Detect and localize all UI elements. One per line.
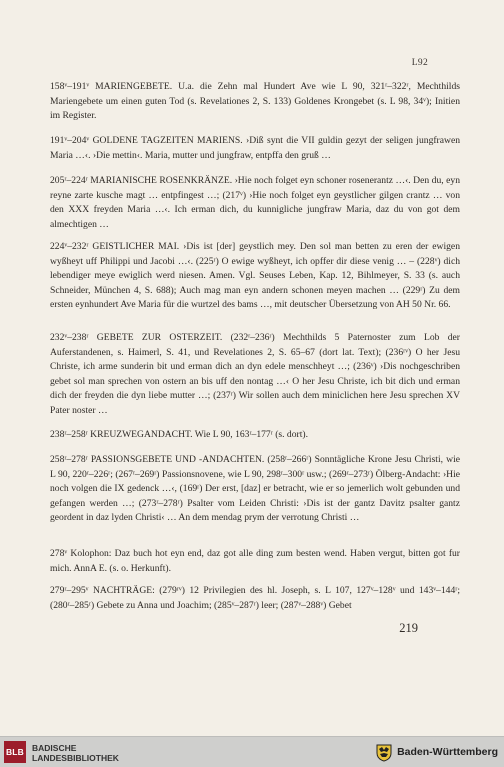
entry-mariengebete: 158ᵛ–191ᵛ MARIENGEBETE. U.a. die Zehn mal Hundert Ave wie L 90, 321ʳ–322ʳ, Mechthilds Mariengebete um einen guten Tod (s. Revelationes 2, S. 133) Goldenes Krongebet (s. L 98, 34ᵛ); Initien im Register.: [50, 81, 460, 122]
entry-osterzeit: 232ᵛ–238ʳ GEBETE ZUR OSTERZEIT. (232ʳ–236ʳ) Mechthilds 5 Paternoster zum Lob der Auferstandenen, s. Haimerl, S. 41, und Revelationes 2, S. 65–67 (dort lat. Text); (236ʳᵛ) O her Jesu Christe, ich arme sunderin bit und erman dich an dyn edele menschheyt …; (236ᵛ) ›Dis nochgeschriben gebet sol man sprechen von ostern an bis uff den nontag …‹ O her Jesu Christe, ich bit dich und erman dich der freyden die dyn liebe mutter …; (237ʳ) Wir sollen auch dem miniclichen here Jesu sprechen XV Pater noster …: [50, 332, 460, 416]
entry-nachtraege: 279ʳ–295ᵛ NACHTRÄGE: (279ʳᵛ) 12 Privilegien des hl. Joseph, s. L 107, 127ᵛ–128ᵛ und 143ᵛ–144ʳ; (280ʳ–285ʳ) Gebete zu Anna und Joachim; (285ᵛ–287ʳ) leer; (287ᵛ–288ᵛ) Gebet: [50, 585, 460, 611]
page-number: 219: [399, 621, 418, 635]
entry-kreuzwegandacht: 238ʳ–258ʳ KREUZWEGANDACHT. Wie L 90, 163ʳ–177ʳ (s. dort).: [50, 429, 308, 440]
state-name[interactable]: Baden-Württemberg: [397, 746, 498, 758]
entry-passionsgebete: 258ʳ–278ʳ PASSIONSGEBETE UND -ANDACHTEN. (258ʳ–266ʳ) Sonntägliche Krone Jesu Christi, wie L 90, 220ʳ–226ʳ; (267ʳ–269ʳ) Passionsnovene, wie L 90, 298ʳ–300ʳ usw.; (269ʳ–273ʳ) Ölberg-Andacht: ›Hie noch volgen die IX gedenck …‹, (169ʳ) Der erst, [daz] er betracht, wie er so jemerlich wolt gebunden und gefangen werden …; (273ʳ–278ʳ) Psalter vom Leiden Christi: ›Dis ist der gantz Davitz psalter gantz geordent in daz lyden Christi‹ … An dem mendag prym der verrotung Christi …: [50, 454, 460, 524]
shelfmark-header: L92: [411, 58, 428, 68]
entry-rosenkraenze: 205ʳ–224ʳ MARIANISCHE ROSENKRÄNZE. ›Hie noch folget eyn schoner rosenerantz …‹. Den du, eyn reyne zarte kusche magt … entpfingest …; (217ᵛ) ›Hie noch folget eyn geystlicher gilgen crantz … von den XXX freyden Maria …‹. Ich erman dich, du kunnigliche jungfraw Maria, daz du von got dem almechtigen …: [50, 175, 460, 230]
entry-geistlicher-mai: 224ᵛ–232ʳ GEISTLICHER MAI. ›Dis ist [der] geystlich mey. Den sol man betten zu eren der ewigen wyßheyt uff Philippi und Jacobi …‹. (225ʳ) O ewige wyßheyt, ich opffer dir diese venig … – (228ᵛ) dich lebendiger meye ewiglich werd niesen. Amen. Vgl. Seuses Leben, Kap. 12, Bihlmeyer, S. 33 (s. auch Schneider, München 4, S. 688); Auch mag man eyn andern schonen meyen machen … (229ʳ) Zu dem ersten eynhundert Ave Maria für die wurtzel des bams …, mit deutscher Übersetzung von AH 50 Nr. 66.: [50, 241, 460, 311]
entry-kolophon: 278ᵛ Kolophon: Daz buch hot eyn end, daz got alle ding zum besten wend. Haben vergut, bitten got fur mich. AnnA E. (s. o. Herkunft).: [50, 548, 460, 574]
footer-bar: [0, 736, 504, 767]
baden-wuerttemberg-crest-icon: [374, 742, 394, 762]
entry-goldene-tagzeiten: 191ᵛ–204ᵛ GOLDENE TAGZEITEN MARIENS. ›Diß synt die VII guldin gezyt der seligen jungfrawen Maria …‹. ›Die mettin‹. Maria, mutter und jungfraw, entpffa den gruß …: [50, 135, 460, 161]
blb-logo[interactable]: BLB: [4, 741, 26, 763]
library-name-line1: BADISCHE: [32, 743, 77, 753]
library-name-line2: LANDESBIBLIOTHEK: [32, 753, 119, 763]
library-name[interactable]: [32, 743, 119, 763]
